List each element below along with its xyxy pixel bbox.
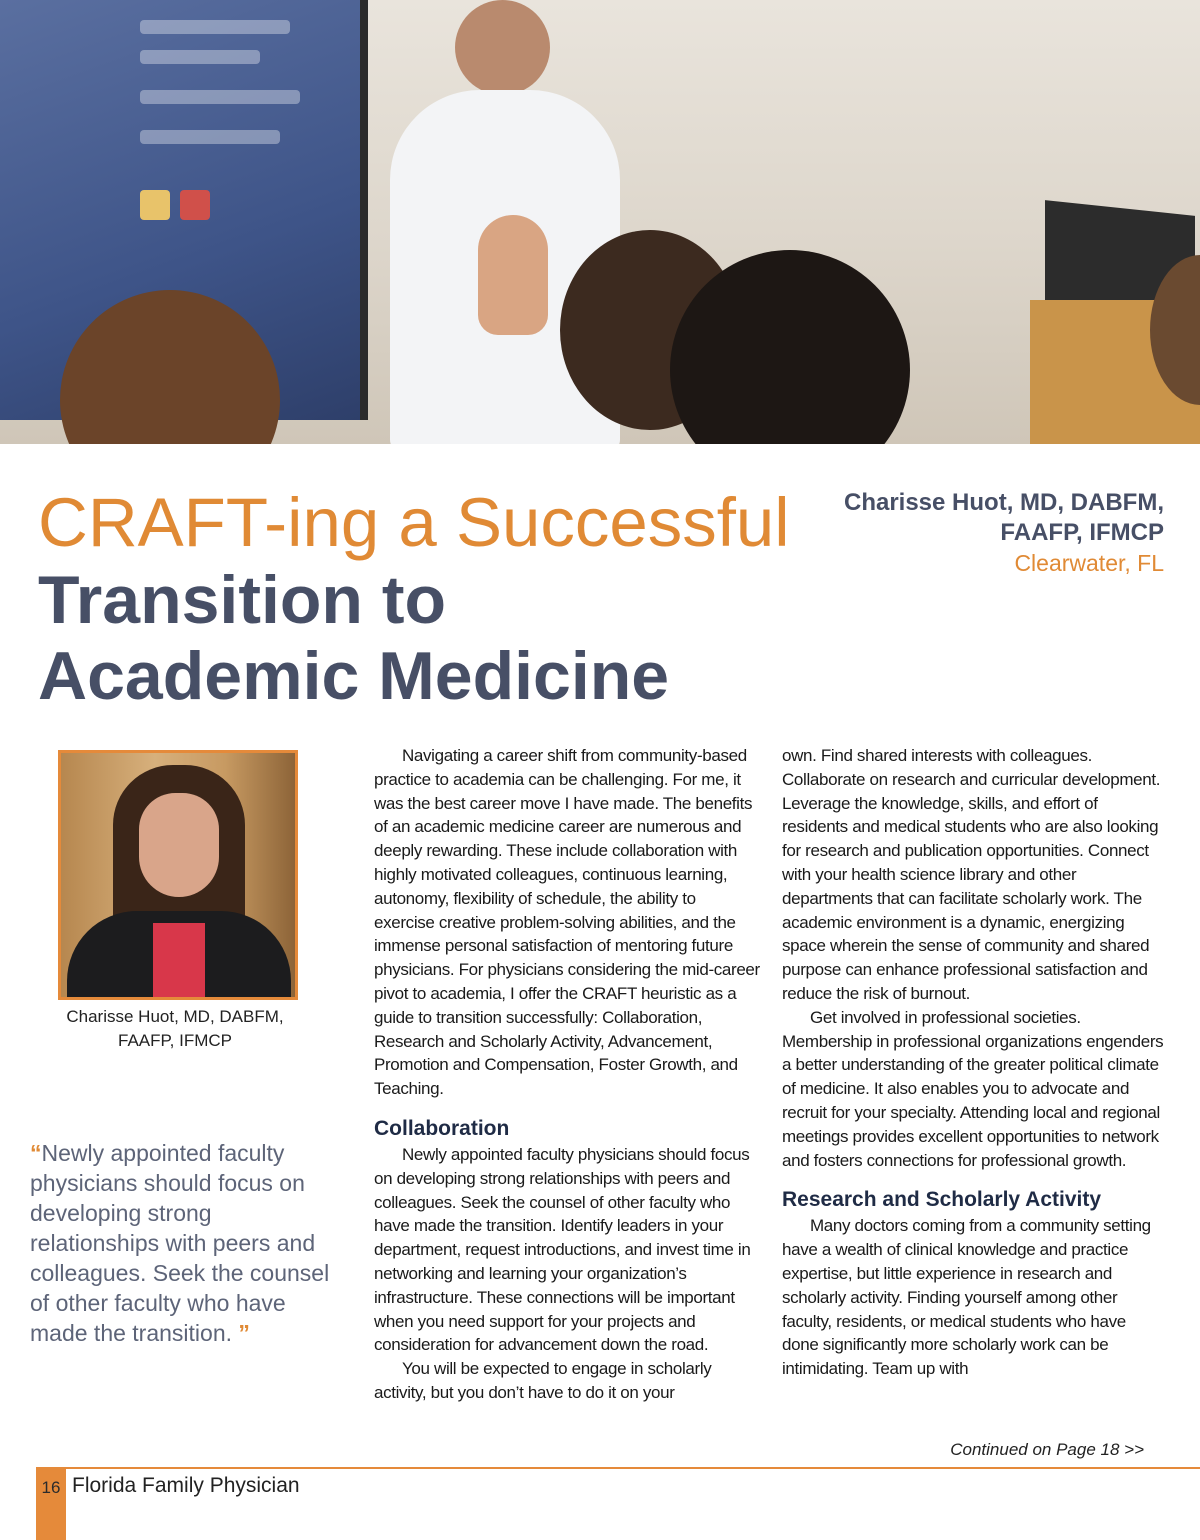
byline-author-2: FAAFP, IFMCP [1000,519,1164,546]
paragraph: Newly appointed faculty physicians should focus on developing strong relationships with peers and colleagues. Seek the counsel of other faculty who have made the transition. Identify leaders in your department, request introductions, and invest time in networking and learning your organization’s infrastructure. These connections will be important when you need support for your projects and consideration for advancement down the road. [374,1144,751,1355]
close-quote-icon: ” [238,1320,250,1346]
open-quote-icon: “ [30,1140,42,1166]
publication-name: Florida Family Physician [72,1474,300,1497]
title-line-3: Academic Medicine [38,638,670,714]
page-number: 16 [41,1478,61,1497]
title-line-2: Transition to [38,562,446,638]
section-heading-collaboration: Collaboration [374,1116,510,1140]
presenter-head [455,0,550,95]
paragraph: Many doctors coming from a community setting have a wealth of clinical knowledge and practice expertise, but little experience in research and scholarly activity. Finding yourself among other faculty, residents, or medical students who have done significantly more scholarly work can be intimidating. Team up with [782,1216,1151,1379]
portrait-caption [40,1005,310,1053]
paragraph: own. Find shared interests with colleagues. Collaborate on research and curricular development. Leverage the knowledge, skills, and effort of residents and medical students who are also looking for research and publication opportunities. Connect with your health science library and other departments that can facilitate scholarly work. The academic environment is a dynamic, energizing space wherein the sense of community and shared purpose can enhance professional satisfaction and reduce the risk of burnout. [782,746,1161,1003]
article-column-2 [782,744,1166,1381]
title-line-1: CRAFT-ing a Successful [38,484,790,561]
section-heading-research: Research and Scholarly Activity [782,1188,1102,1212]
byline-location: Clearwater, FL [1014,550,1164,576]
hero-photo [0,0,1200,444]
paragraph: Navigating a career shift from community-based practice to academia can be challenging. For me, it was the best career move I have made. The benefits of an academic medicine career are numerous and deeply rewarding. These include collaboration with highly motivated colleagues, continuous learning, autonomy, flexibility of schedule, the ability to exercise creative problem-solving abilities, and the immense personal satisfaction of mentoring future physicians. For physicians considering the mid-career pivot to academia, I offer the CRAFT heuristic as a guide to transition successfully: Collaboration, Research and Scholarly Activity, Advancement, Promotion and Compensation, Foster Growth, and Teaching. [374,746,760,1099]
paragraph: Get involved in professional societies. Membership in professional organizations engenders a better understanding of the greater political climate of medicine. It also enables you to advocate and recruit for your specialty. Attending local and regional meetings provides excellent opportunities to network and fosters connections for professional growth. [782,1007,1164,1170]
footer-rule [36,1467,1200,1469]
article-title [38,484,790,714]
pull-quote [30,1138,330,1348]
pull-quote-text: Newly appointed faculty physicians should focus on developing strong relationships with peers and colleagues. Seek the counsel of other faculty who have made the transition. [30,1140,330,1346]
author-portrait [58,750,298,1000]
article-column-1 [374,744,760,1405]
paragraph: You will be expected to engage in scholarly activity, but you don’t have to do it on your [374,1359,712,1402]
byline [804,488,1164,578]
continued-link[interactable]: Continued on Page 18 >> [950,1440,1144,1459]
caption-line-2: FAAFP, IFMCP [118,1031,232,1050]
raised-hand [478,215,548,335]
byline-author-1: Charisse Huot, MD, DABFM, [843,489,1164,516]
caption-line-1: Charisse Huot, MD, DABFM, [66,1007,284,1026]
